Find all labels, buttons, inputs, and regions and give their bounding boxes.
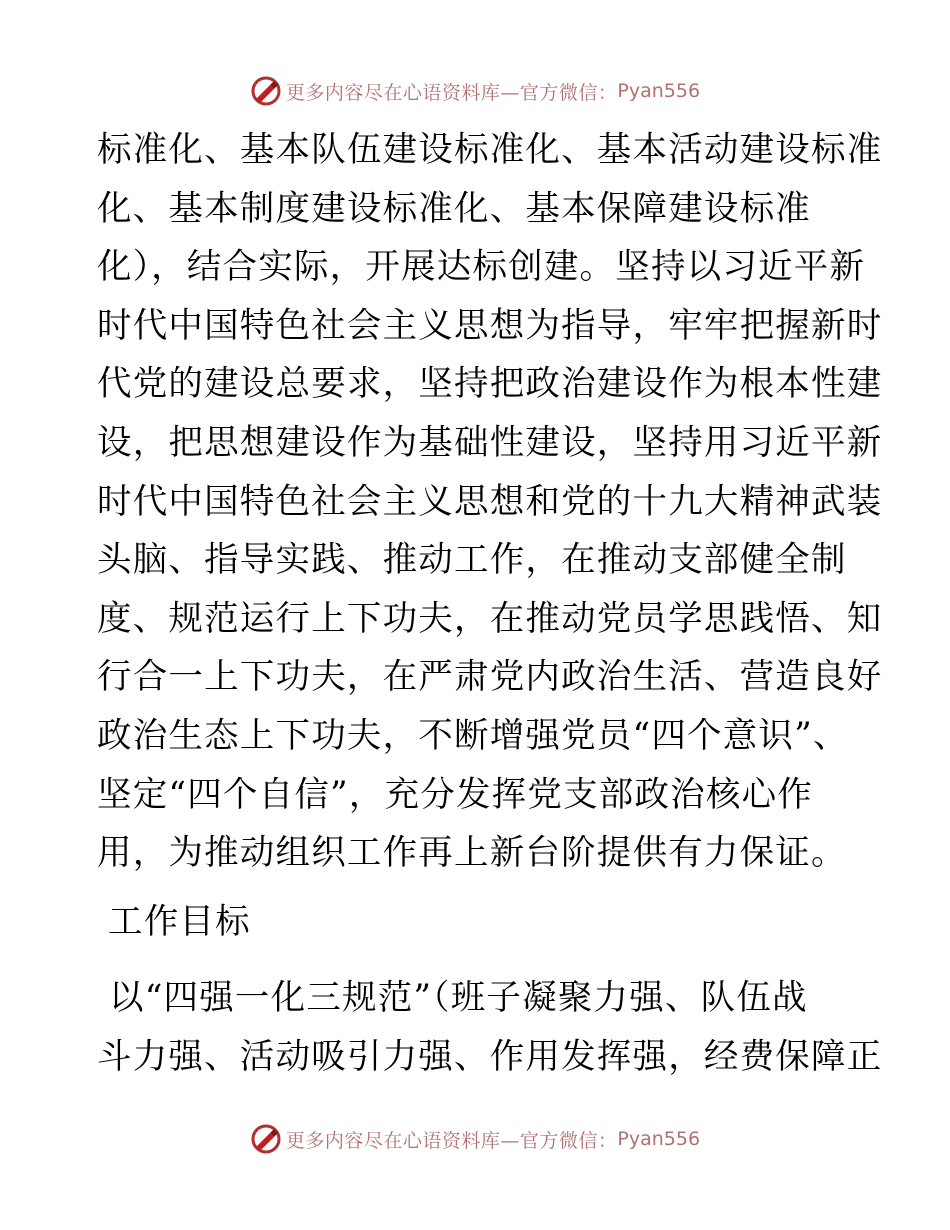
section-heading: 工作目标	[108, 902, 251, 942]
text-line: 度、规范运行上下功夫，在推动党员学思践悟、知	[97, 598, 883, 639]
text-line: 坚定“四个自信”，充分发挥党支部政治核心作	[97, 774, 813, 815]
text-line: 政治生态上下功夫，不断增强党员“四个意识”、	[97, 715, 849, 756]
watermark-code: Pyan556	[617, 80, 701, 102]
pen-logo-icon	[250, 1123, 282, 1155]
text-line: 以“四强一化三规范”（班子凝聚力强、队伍战	[109, 978, 808, 1018]
text-line: 行合一上下功夫，在严肃党内政治生活、营造良好	[97, 657, 883, 698]
text-line: 时代中国特色社会主义思想和党的十九大精神武装	[97, 481, 883, 522]
header-watermark	[0, 71, 950, 111]
footer-watermark	[0, 1119, 950, 1159]
watermark-text: 更多内容尽在心语资料库—官方微信：	[285, 1129, 618, 1152]
text-line: 斗力强、活动吸引力强、作用发挥强，经费保障正	[97, 1036, 883, 1077]
body-paragraph	[97, 121, 883, 883]
text-line: 时代中国特色社会主义思想为指导，牢牢把握新时	[97, 305, 883, 346]
body-paragraph-2	[97, 969, 883, 1086]
watermark-code: Pyan556	[617, 1128, 701, 1150]
text-line: 代党的建设总要求，坚持把政治建设作为根本性建	[97, 364, 883, 405]
pen-logo-icon	[250, 75, 282, 107]
text-line: 化、基本制度建设标准化、基本保障建设标准	[97, 188, 811, 229]
text-line: 化），结合实际，开展达标创建。坚持以习近平新	[97, 247, 866, 288]
watermark-text: 更多内容尽在心语资料库—官方微信：	[285, 81, 618, 104]
text-line: 设，把思想建设作为基础性建设，坚持用习近平新	[97, 422, 883, 463]
text-line: 头脑、指导实践、推动工作，在推动支部健全制	[97, 540, 847, 581]
text-line: 标准化、基本队伍建设标准化、基本活动建设标准	[97, 130, 883, 170]
text-line: 用，为推动组织工作再上新台阶提供有力保证。	[97, 833, 847, 874]
